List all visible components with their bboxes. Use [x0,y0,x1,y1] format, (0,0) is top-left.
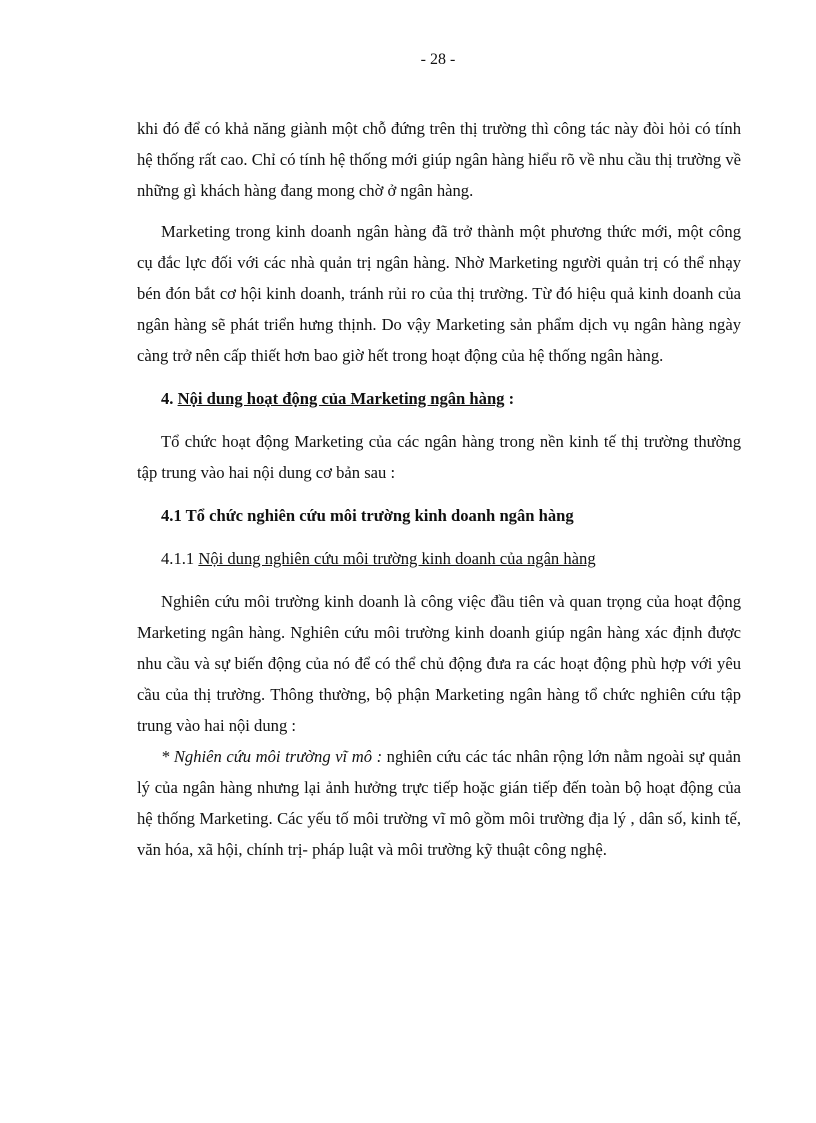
paragraph-organization: Tổ chức hoạt động Marketing của các ngân hàng trong nền kinh tế thị trường thường tập trung vào hai nội dung cơ bản sau : [137,432,741,482]
heading-section-4-1-1 [137,543,741,574]
paragraph-marketing-role: Marketing trong kinh doanh ngân hàng đã trở thành một phương thức mới, một công cụ đắc lực đối với các nhà quản trị ngân hàng. Nhờ Marketing người quản trị có thể nhạy bén đón bắt cơ hội kinh doanh, tránh rủi ro của thị trường. Từ đó hiệu quả kinh doanh của ngân hàng sẽ phát triển hưng thịnh. Do vậy Marketing sản phẩm dịch vụ ngân hàng ngày càng trở nên cấp thiết hơn bao giờ hết trong hoạt động của hệ thống ngân hàng. [137,222,741,365]
heading-section-4 [137,383,741,414]
heading-section-4-1: 4.1 Tổ chức nghiên cứu môi trường kinh doanh ngân hàng [161,506,574,525]
paragraph-macro-environment [137,741,741,865]
macro-environment-body: nghiên cứu các tác nhân rộng lớn nằm ngoài sự quản lý của ngân hàng nhưng lại ảnh hưởng trực tiếp hoặc gián tiếp đến toàn bộ hoạt động của hệ thống Marketing. Các yếu tố môi trường vĩ mô gồm môi trường địa lý , dân số, kinh tế, văn hóa, xã hội, chính trị- pháp luật và môi trường kỹ thuật công nghệ. [137,747,741,859]
paragraph-research: Nghiên cứu môi trường kinh doanh là công việc đầu tiên và quan trọng của hoạt động Marketing ngân hàng. Nghiên cứu môi trường kinh doanh giúp ngân hàng xác định được nhu cầu và sự biến động của nó để có thể chủ động đưa ra các hoạt động phù hợp với yêu cầu của thị trường. Thông thường, bộ phận Marketing ngân hàng tổ chức nghiên cứu tập trung vào hai nội dung : [137,592,741,735]
page-number: - 28 - [420,51,456,68]
page-body [137,113,741,865]
heading-section-4-1-1-title: Nội dung nghiên cứu môi trường kinh doanh của ngân hàng [198,549,596,568]
macro-environment-label: * Nghiên cứu môi trường vĩ mô : [161,747,383,766]
heading-section-4-title: Nội dung hoạt động của Marketing ngân hàng [177,389,505,408]
paragraph-continuation: khi đó để có khả năng giành một chỗ đứng trên thị trường thì công tác này đòi hỏi có tính hệ thống rất cao. Chỉ có tính hệ thống mới giúp ngân hàng hiểu rõ về nhu cầu thị trường về những gì khách hàng đang mong chờ ở ngân hàng. [137,119,741,200]
heading-section-4-1-1-number: 4.1.1 [161,549,199,568]
heading-section-4-number: 4. [161,389,178,408]
heading-section-4-suffix: : [504,389,515,408]
